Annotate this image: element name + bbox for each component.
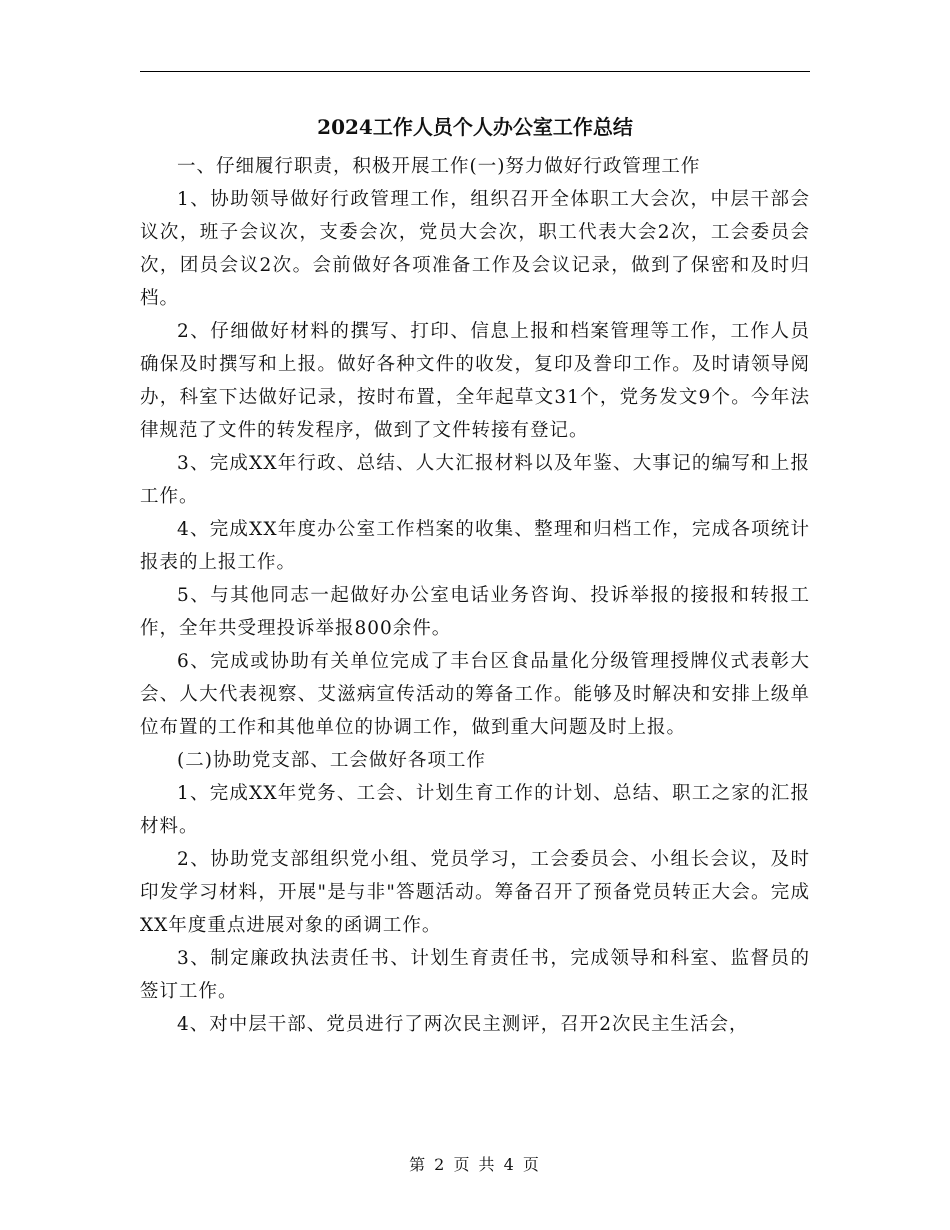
paragraph: 2、协助党支部组织党小组、党员学习，工会委员会、小组长会议，及时印发学习材料，开展"是与非"答题活动。筹备召开了预备党员转正大会。完成XX年度重点进展对象的函调工作。 [140,849,810,936]
paragraph: 3、制定廉政执法责任书、计划生育责任书，完成领导和科室、监督员的签订工作。 [140,948,810,1002]
paragraph: 4、对中层干部、党员进行了两次民主测评，召开2次民主生活会， [177,1014,749,1035]
section-heading: (二)协助党支部、工会做好各项工作 [177,750,486,771]
paragraph: 4、完成XX年度办公室工作档案的收集、整理和归档工作，完成各项统计报表的上报工作。 [140,519,810,573]
document-body [140,150,810,1041]
header-rule [140,71,810,72]
paragraph: 1、完成XX年党务、工会、计划生育工作的计划、总结、职工之家的汇报材料。 [140,783,810,837]
paragraph: 1、协助领导做好行政管理工作，组织召开全体职工大会次，中层干部会议次，班子会议次，支委会次，党员大会次，职工代表大会2次，工会委员会次，团员会议2次。会前做好各项准备工作及会议记录，做到了保密和及时归档。 [140,189,810,309]
paragraph: 3、完成XX年行政、总结、人大汇报材料以及年鉴、大事记的编写和上报工作。 [140,453,810,507]
paragraph: 5、与其他同志一起做好办公室电话业务咨询、投诉举报的接报和转报工作，全年共受理投诉举报800余件。 [140,585,810,639]
paragraph: 6、完成或协助有关单位完成了丰台区食品量化分级管理授牌仪式表彰大会、人大代表视察、艾滋病宣传活动的筹备工作。能够及时解决和安排上级单位布置的工作和其他单位的协调工作，做到重大问题及时上报。 [140,651,810,738]
section-heading: 一、仔细履行职责，积极开展工作(一)努力做好行政管理工作 [177,156,701,177]
page-number-footer: 第 2 页 共 4 页 [409,1155,541,1174]
paragraph: 2、仔细做好材料的撰写、打印、信息上报和档案管理等工作，工作人员确保及时撰写和上报。做好各种文件的收发，复印及誊印工作。及时请领导阅办，科室下达做好记录，按时布置，全年起草文31个，党务发文9个。今年法律规范了文件的转发程序，做到了文件转接有登记。 [140,321,810,441]
document-title: 2024工作人员个人办公室工作总结 [317,115,633,139]
